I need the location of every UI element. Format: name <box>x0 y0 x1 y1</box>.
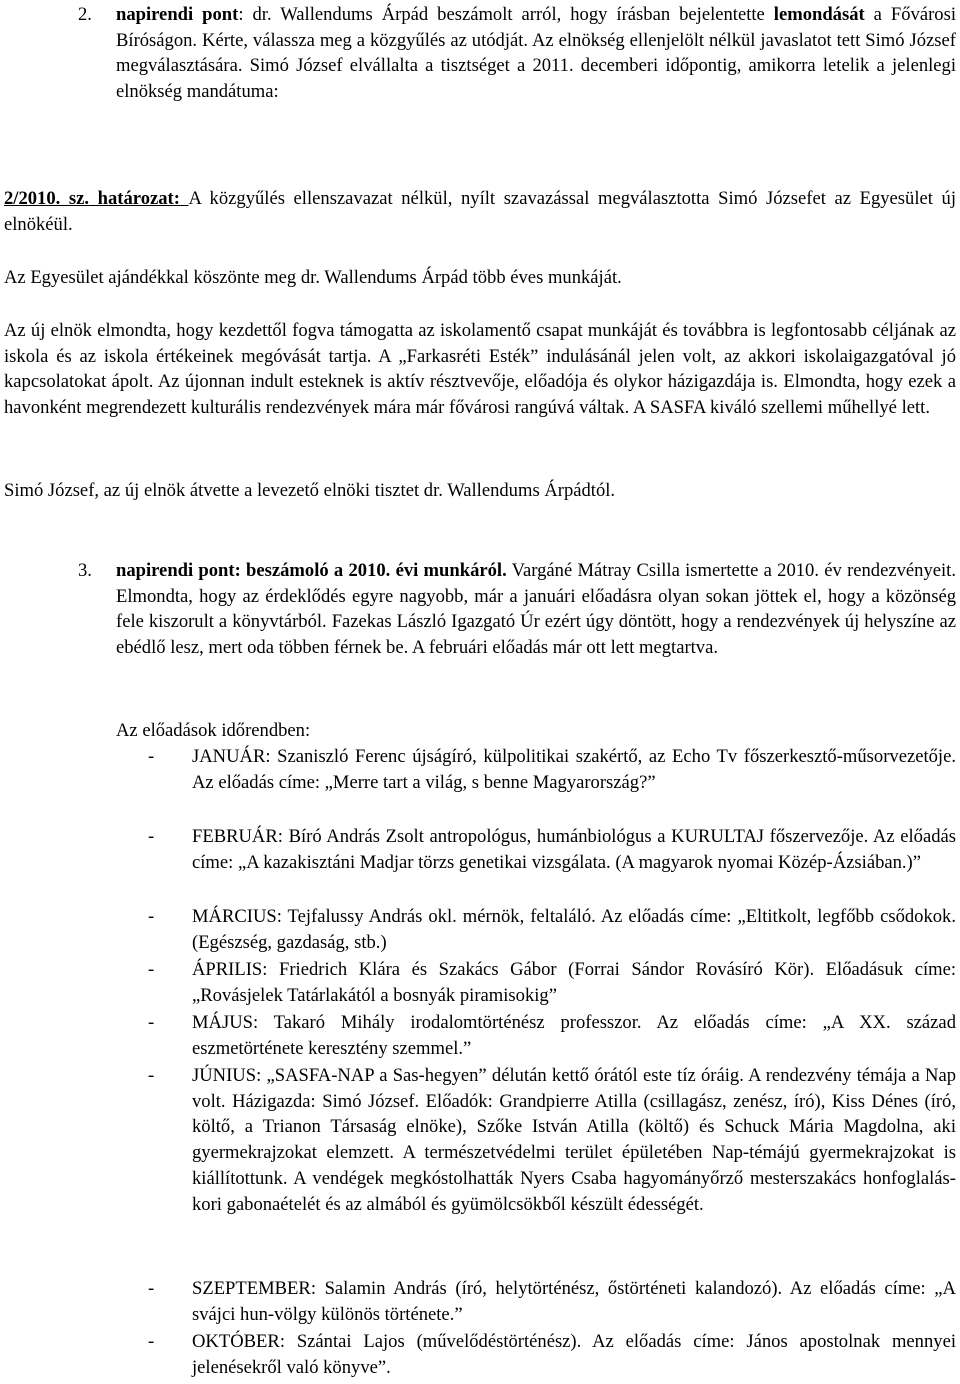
resolution-ref: 2/2010. sz. határozat: <box>4 188 189 209</box>
lectures-heading: Az előadások időrendben: <box>116 720 311 741</box>
list-item: JÚNIUS: „SASFA-NAP a Sas-hegyen” délután kettő órától este tíz óráig. A rendezvény témája a Nap volt. Házigazda: Simó József. Előadók: Grandpierre Atilla (csillagász, zenész, író), Kiss Dénes (író, költő, a Trianon Társaság elnöke), Szőke István Atilla (költő) és Schuck Mária Magdolna, aki gyermekrajzokat elemzett. A természetvédelmi terület épületében Nap-témájú gyermekrajzokat is kiállítottunk. A vendégek megkóstolhatták Nyers Csaba hagyományőrző mesterszakács honfoglalás-kori gabonaételét és az almából és gyümölcsökből készült édességét. <box>192 1065 956 1215</box>
list-dash: - <box>148 1065 155 1086</box>
list-item: FEBRUÁR: Bíró András Zsolt antropológus, humánbiológus a KURULTAJ főszervezője. Az előadás címe: „A kazakisztáni Madjar törzs genetikai vizsgálata. (A magyarok nyomai Közép-Ázsiában.)” <box>192 826 956 873</box>
takeover-paragraph: Simó József, az új elnök átvette a levezető elnöki tisztet dr. Wallendums Árpádtól. <box>4 480 616 501</box>
list-item: ÁPRILIS: Friedrich Klára és Szakács Gábor (Forrai Sándor Rovásíró Kör). Előadásuk címe: „Rovásjelek Tatárlakától a bosnyák piramisokig” <box>192 959 956 1006</box>
month-label: JANUÁR <box>192 746 266 767</box>
list-item: MÁRCIUS: Tejfalussy András okl. mérnök, feltaláló. Az előadás címe: „Eltitkolt, legfőbb csődokok. (Egészség, gazdaság, stb.) <box>192 906 956 953</box>
month-label: ÁPRILIS <box>192 959 263 980</box>
new-president-paragraph: Az új elnök elmondta, hogy kezdettől fogva támogatta az iskolamentő csapat munkáját és továbbra is legfontosabb céljának az iskola és az iskola értékeinek megóvását tartja. A „Farkasréti Esték” indulásánál jelen volt, az akkori iskolaigazgatóval jó kapcsolatokat ápolt. Az újonnan indult esteknek is aktív résztvevője, előadója és olykor házigazdája is. Elmondta, hogy ezek a havonként megrendezett kulturális rendezvények mára már fővárosi rangúvá váltak. A SASFA kiváló szellemi műhellyé lett. <box>4 320 956 419</box>
gift-paragraph: Az Egyesület ajándékkal köszönte meg dr. Wallendums Árpád több éves munkáját. <box>4 267 622 288</box>
list-dash: - <box>148 826 155 847</box>
list-dash: - <box>148 906 155 927</box>
agenda-label: napirendi pont <box>116 560 235 581</box>
month-label: JÚNIUS <box>192 1065 257 1086</box>
item-number: 3. <box>78 560 92 581</box>
month-label: FEBRUÁR <box>192 826 278 847</box>
list-item: SZEPTEMBER: Salamin András (író, helytörténész, őstörténeti kalandozó). Az előadás címe: „A svájci hun-völgy különös története.” <box>192 1278 956 1325</box>
resignation-word: lemondását <box>773 4 865 25</box>
item-number: 2. <box>78 4 92 25</box>
list-dash: - <box>148 959 155 980</box>
month-label: MÁJUS <box>192 1012 253 1033</box>
list-item: JANUÁR: Szaniszló Ferenc újságíró, külpolitikai szakértő, az Echo Tv főszerkesztő-műsorvezetője. Az előadás címe: „Merre tart a világ, s benne Magyarország?” <box>192 746 956 793</box>
list-dash: - <box>148 1331 155 1352</box>
month-label: MÁRCIUS <box>192 906 277 927</box>
list-dash: - <box>148 1012 155 1033</box>
month-label: SZEPTEMBER <box>192 1278 311 1299</box>
list-item: MÁJUS: Takaró Mihály irodalomtörténész professzor. Az előadás címe: „A XX. század eszmetörténete keresztény szemmel.” <box>192 1012 956 1059</box>
list-dash: - <box>148 1278 155 1299</box>
list-item: OKTÓBER: Szántai Lajos (művelődéstörténész). Az előadás címe: János apostolnak mennyei jelenésekről való könyve”. <box>192 1331 956 1378</box>
resolution-paragraph: 2/2010. sz. határozat: A közgyűlés ellenszavazat nélkül, nyílt szavazással megválasztotta Simó Józsefet az Egyesület új elnökéül. <box>4 188 957 235</box>
agenda-item-3: napirendi pont: beszámoló a 2010. évi munkáról. Vargáné Mátray Csilla ismertette a 2010. év rendezvényeit. Elmondta, hogy az érdeklődés egyre nagyobb, már a januári előadásra olyan sokan jöttek el, hogy a közönség fele kiszorult a könyvtárból. Fazekas László Igazgató Úr ezért úgy döntött, hogy a rendezvények új helyszíne az ebédlő lesz, mert oda többen férnek be. A februári előadás már ott lett megtartva. <box>116 560 956 659</box>
agenda-label: napirendi pont <box>116 4 239 25</box>
agenda-item-2: napirendi pont: dr. Wallendums Árpád beszámolt arról, hogy írásban bejelentette lemondását a Fővárosi Bíróságon. Kérte, válassza meg a közgyűlés az utódját. Az elnökség ellenjelölt nélkül javaslatot tett Simó József megválasztására. Simó József elvállalta a tisztséget a 2011. decemberi időpontig, amikorra letelik a jelenlegi elnökség mandátuma: <box>116 4 957 103</box>
list-dash: - <box>148 746 155 767</box>
month-label: OKTÓBER <box>192 1331 280 1352</box>
